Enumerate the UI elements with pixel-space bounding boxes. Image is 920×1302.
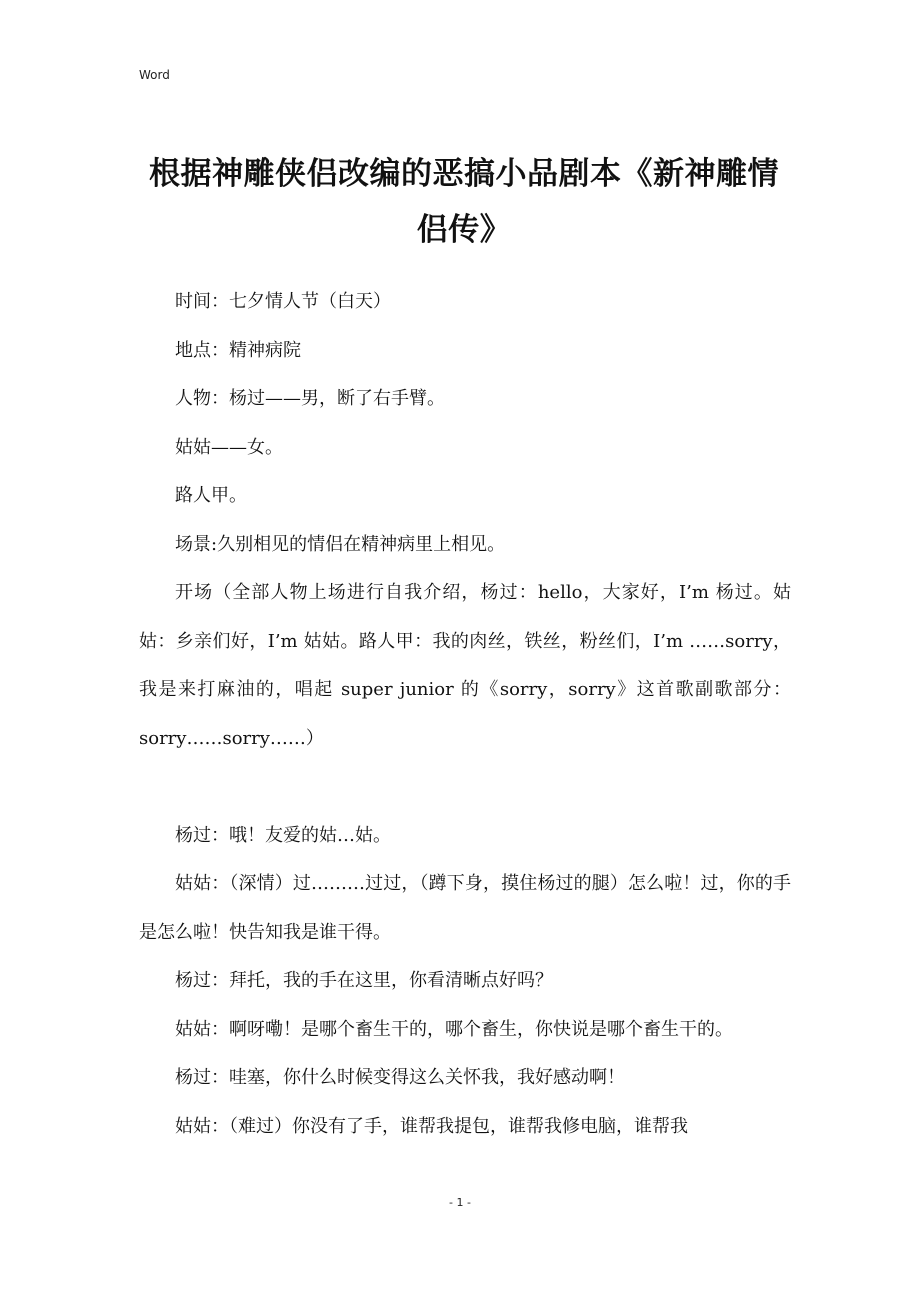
paragraph-scene: 场景:久别相见的情侣在精神病里上相见。 — [175, 533, 506, 555]
dialogue-line: 姑姑：（难过）你没有了手，谁帮我提包，谁帮我修电脑，谁帮我 — [175, 1115, 688, 1137]
paragraph-blank — [139, 763, 791, 812]
document-body — [139, 278, 791, 1151]
document-title: 根据神雕侠侣改编的恶搞小品剧本《新神雕情侣传》 — [149, 156, 779, 248]
paragraph-characters: 人物：杨过——男，断了右手臂。 — [175, 388, 445, 409]
dialogue-line: 杨过：拜托，我的手在这里，你看清晰点好吗？ — [175, 970, 553, 991]
paragraph-character-gugu: 姑姑——女。 — [175, 436, 283, 458]
header-label: Word — [139, 68, 170, 82]
page-number: - 1 - — [449, 1196, 471, 1209]
dialogue-line: 杨过：哇塞，你什么时候变得这么关怀我，我好感动啊！ — [175, 1067, 625, 1088]
paragraph-opening: 开场（全部人物上场进行自我介绍，杨过：hello，大家好，I’m 杨过。姑姑：乡亲们好，I’m 姑姑。路人甲：我的肉丝，铁丝，粉丝们，I’m ……sorry，我是来打麻油的，唱起 super junior 的《sorry，sorry》这首歌副歌部分：sorry……sorry……） — [139, 582, 791, 749]
dialogue-line: 杨过：哦！友爱的姑…姑。 — [175, 824, 391, 846]
paragraph-character-passerby: 路人甲。 — [175, 485, 247, 506]
paragraph-location: 地点：精神病院 — [175, 339, 301, 361]
paragraph-time: 时间：七夕情人节（白天） — [175, 291, 391, 312]
dialogue-line: 姑姑：啊呀嘞！是哪个畜生干的，哪个畜生，你快说是哪个畜生干的。 — [175, 1018, 733, 1040]
dialogue-line: 姑姑：（深情）过………过过，（蹲下身，摸住杨过的腿）怎么啦！过，你的手是怎么啦！快告知我是谁干得。 — [139, 873, 791, 943]
